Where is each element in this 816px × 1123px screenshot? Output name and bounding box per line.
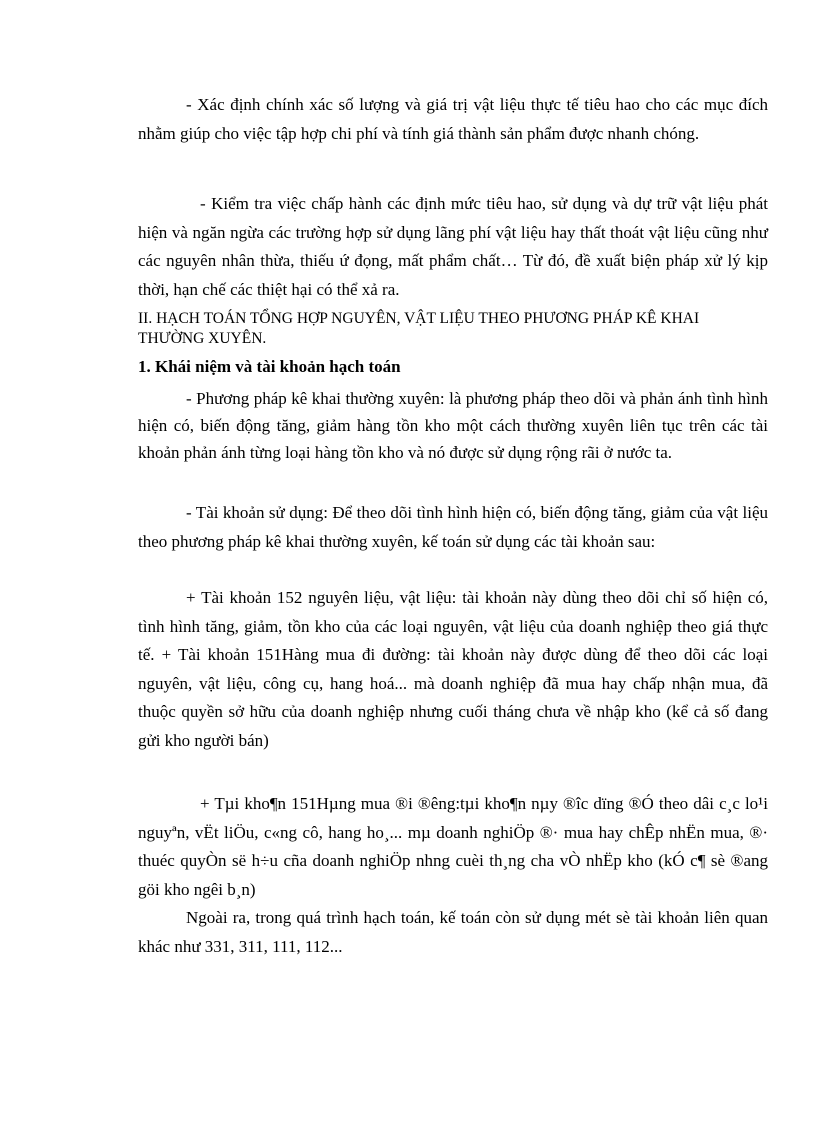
section-heading: II. HẠCH TOÁN TỔNG HỢP NGUYÊN, VẬT LIỆU THEO PHƯƠNG PHÁP KÊ KHAI THƯỜNG XUYÊN. — [138, 310, 700, 347]
paragraph-consumption: - Xác định chính xác số lượng và giá trị vật liệu thực tế tiêu hao cho các mục đích nhằm giúp cho việc tập hợp chi phí và tính giá thành sản phẩm được nhanh chóng. — [138, 95, 768, 143]
paragraph-inspection: - Kiểm tra việc chấp hành các định mức tiêu hao, sử dụng và dự trữ vật liệu phát hiện và ngăn ngừa các trường hợp sử dụng lãng phí vật liệu hay thất thoát vật liệu cũng như các nguyên nhân thừa, thiếu ứ đọng, mất phẩm chất… Từ đó, đề xuất biện pháp xử lý kịp thời, hạn chế các thiệt hại có thể xả ra. — [138, 194, 768, 299]
paragraph-account-151-legacy-encoding: + Tµi kho¶n 151Hµng mua ®i ®êng:tµi kho¶n nµy ®îc dïng ®Ó theo dâi c¸c lo¹i nguyªn, vËt liÖu, c«ng cô, hang ho¸... mµ doanh nghiÖp ®· mua hay chÊp nhËn mua, ®· thuéc quyÒn së h÷u cña doanh nghiÖp nhng cuèi th¸ng cha vÒ nhËp kho (kÓ c¶ sè ®ang göi kho ngêi b¸n) — [138, 794, 768, 899]
paragraph-accounts-used: - Tài khoản sử dụng: Để theo dõi tình hình hiện có, biến động tăng, giảm của vật liệu theo phương pháp kê khai thường xuyên, kế toán sử dụng các tài khoản sau: — [138, 503, 768, 551]
subsection-heading: 1. Khái niệm và tài khoản hạch toán — [138, 357, 401, 376]
paragraph-account-152-151: + Tài khoản 152 nguyên liệu, vật liệu: tài khoản này dùng theo dõi chỉ số hiện có, tình hình tăng, giảm, tồn kho của các loại nguyên, vật liệu của doanh nghiệp theo giá thực tế. + Tài khoản 151Hàng mua đi đường: tài khoản này được dùng để theo dõi các loại nguyên, vật liệu, công cụ, hang hoá... mà doanh nghiệp đã mua hay chấp nhận mua, đã thuộc quyền sở hữu của doanh nghiệp nhưng cuối tháng chưa về nhập kho (kể cả số đang gửi kho người bán) — [138, 588, 768, 750]
paragraph-perpetual-method: - Phương pháp kê khai thường xuyên: là phương pháp theo dõi và phản ánh tình hình hiện có, biến động tăng, giảm hàng tồn kho một cách thường xuyên liên tục trên các tài khoản phản ánh từng loại hàng tồn kho và nó được sử dụng rộng rãi ở nước ta. — [138, 389, 768, 462]
paragraph-other-accounts: Ngoài ra, trong quá trình hạch toán, kế toán còn sử dụng mét sè tài khoản liên quan khác như 331, 311, 111, 112... — [138, 908, 768, 956]
